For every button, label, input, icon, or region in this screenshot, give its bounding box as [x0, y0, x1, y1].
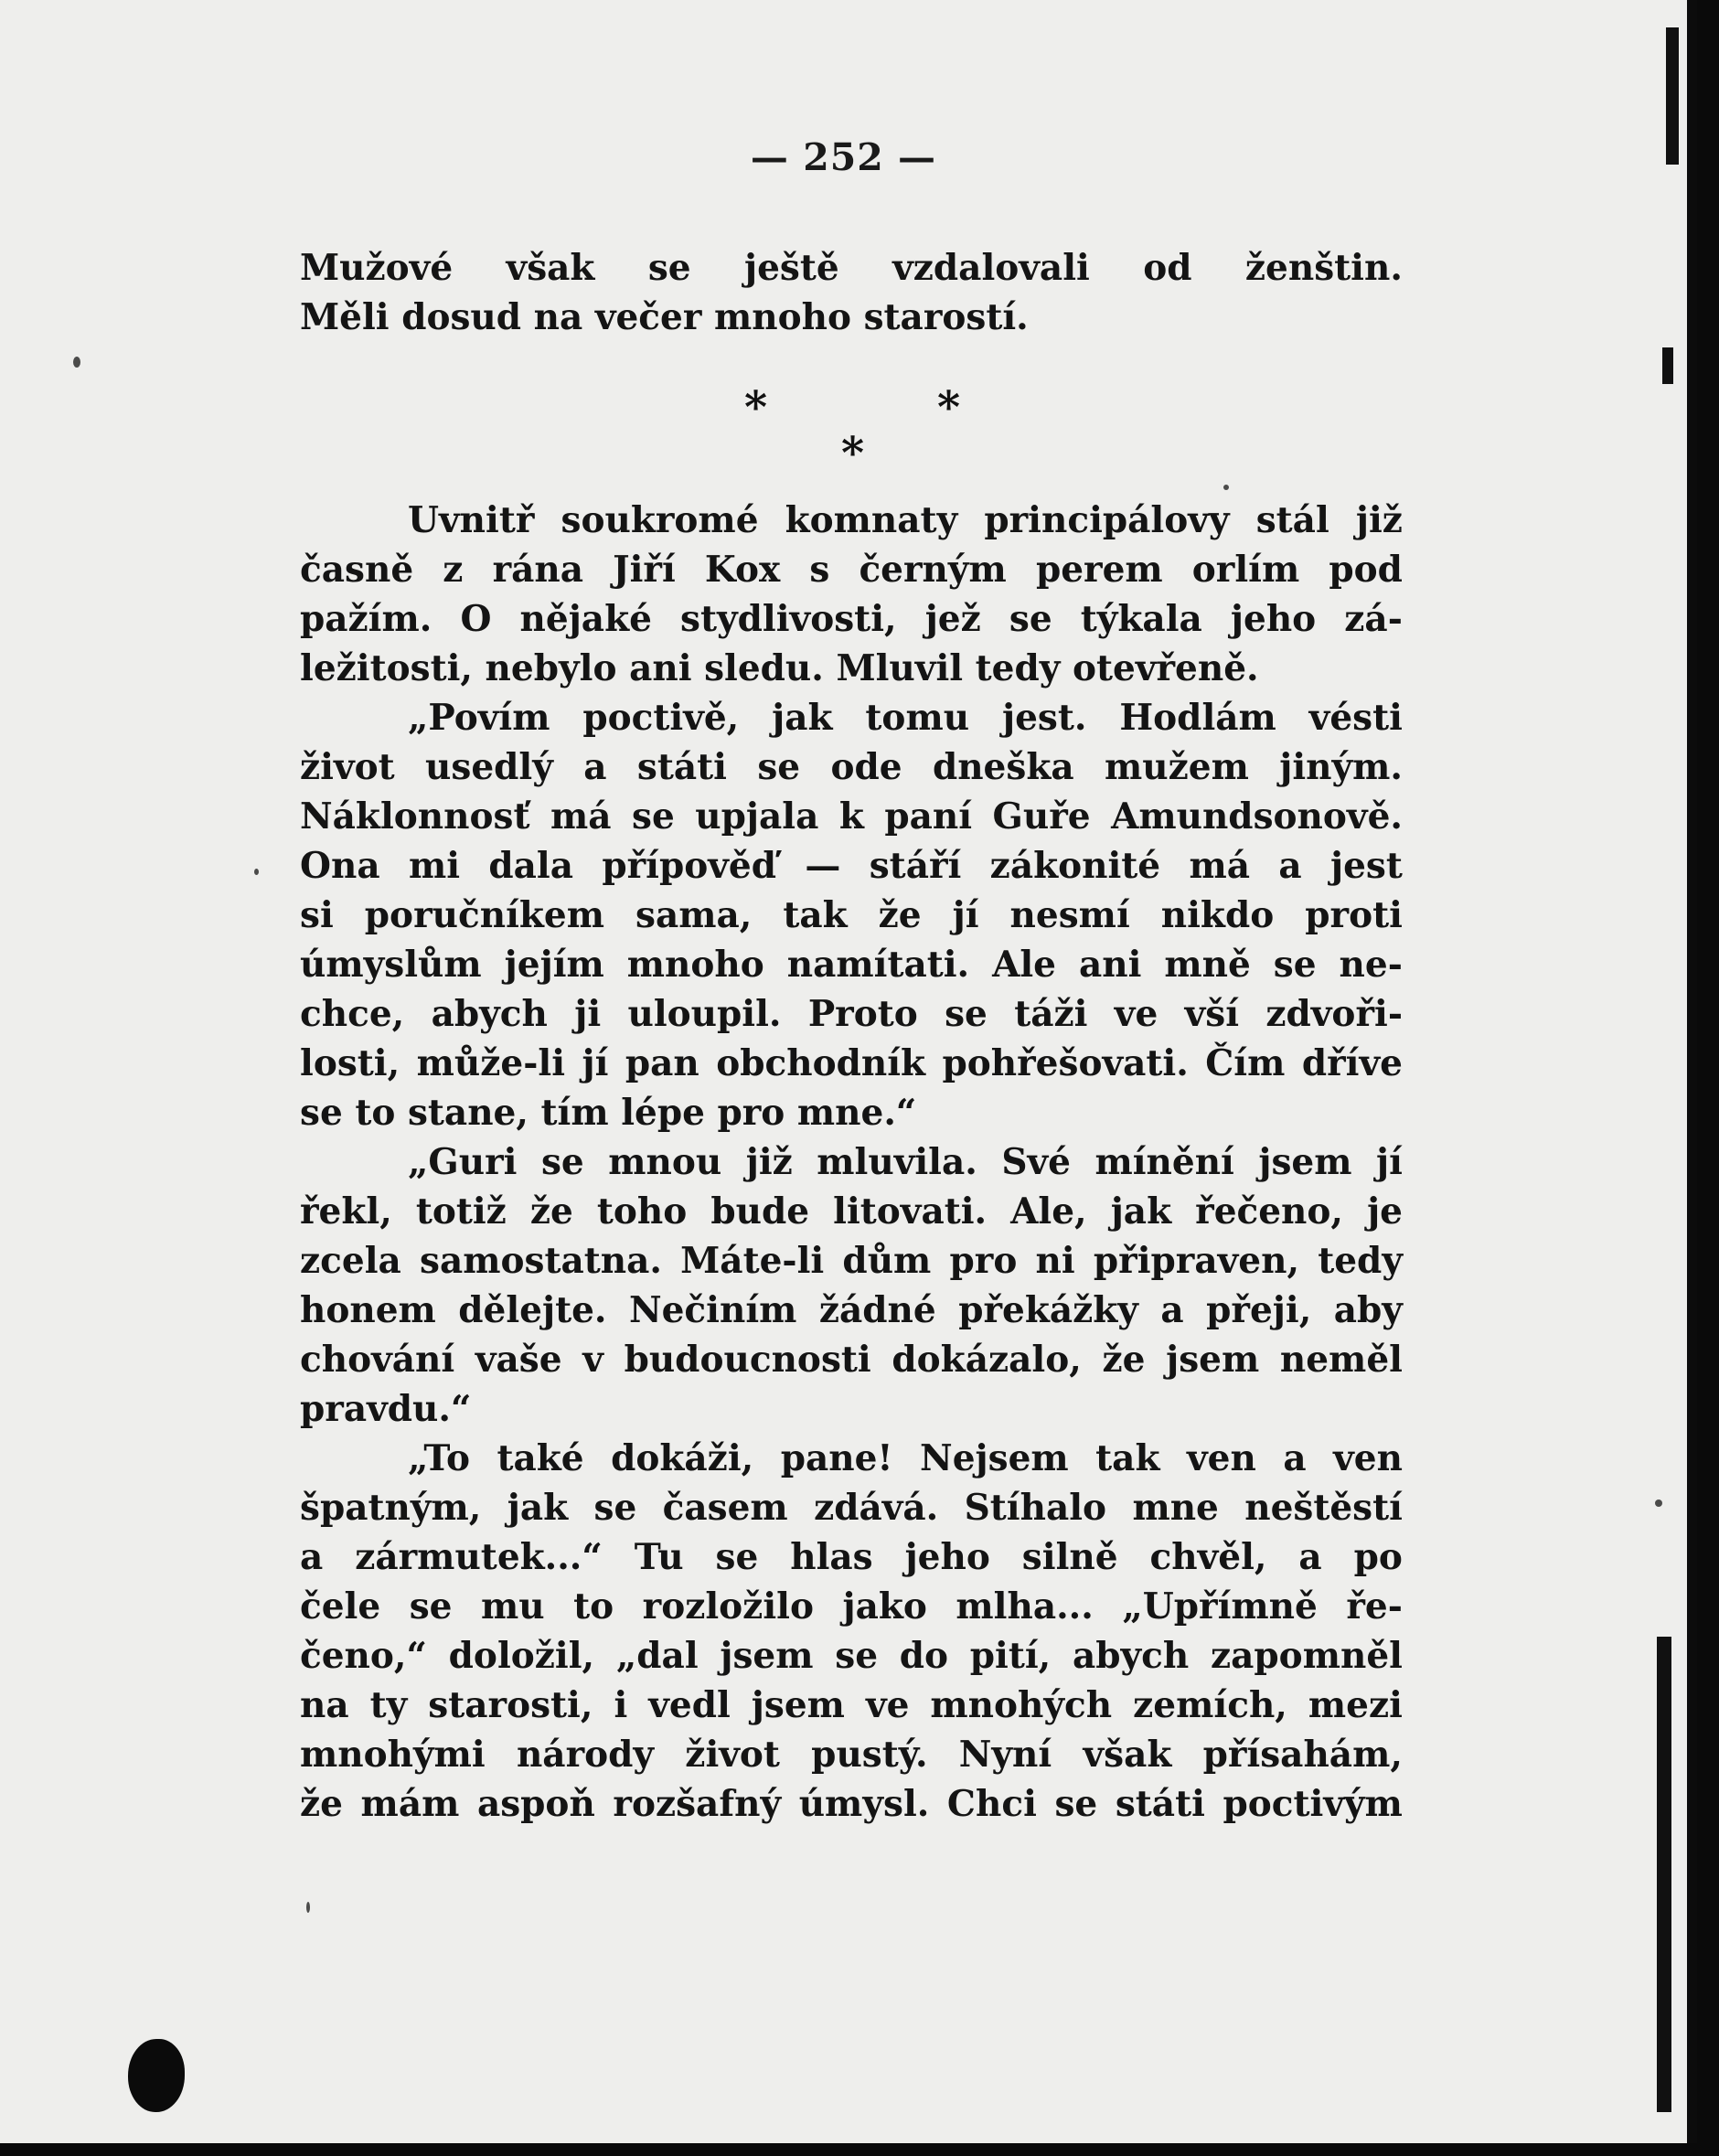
word: mnohými	[300, 1734, 486, 1776]
word: orlím	[1191, 549, 1300, 591]
word: zármutek...“	[355, 1536, 603, 1578]
word: proti	[1305, 894, 1403, 936]
word: Ona	[300, 845, 380, 887]
paragraph-4	[300, 1137, 1403, 1434]
word: tak	[783, 894, 848, 936]
word: však	[1083, 1734, 1172, 1776]
word: připraven,	[1093, 1240, 1300, 1282]
text-line	[300, 1779, 1403, 1829]
text-line	[300, 1335, 1403, 1384]
word: stál	[1255, 499, 1329, 541]
word: mnoho	[626, 944, 764, 986]
page-edge	[1697, 0, 1719, 2156]
word: a	[1283, 1437, 1307, 1479]
word: rána	[492, 549, 584, 591]
word: budoucnosti	[624, 1339, 871, 1381]
word: mi	[408, 845, 461, 887]
word: že	[529, 1190, 573, 1233]
word: se	[715, 1536, 759, 1578]
text-line	[300, 841, 1403, 891]
binding-mark	[1662, 347, 1673, 384]
word: státi	[1115, 1783, 1205, 1825]
word: jeho	[1230, 598, 1317, 640]
word: národy	[516, 1734, 655, 1776]
text-line	[300, 1532, 1403, 1582]
word: tomu	[865, 697, 970, 739]
word: mám	[360, 1783, 460, 1825]
word: soukromé	[561, 499, 759, 541]
word: dokázalo,	[892, 1339, 1082, 1381]
word: úmysl.	[798, 1783, 930, 1825]
word: abych	[1072, 1635, 1190, 1677]
word: přípověď	[602, 845, 777, 887]
word: jí	[582, 1042, 609, 1084]
word: Chci	[946, 1783, 1037, 1825]
word: v	[582, 1339, 603, 1381]
word: stydlivosti,	[680, 598, 897, 640]
word: O	[460, 598, 492, 640]
word: se	[647, 247, 691, 289]
word: špatným,	[300, 1487, 482, 1529]
word: zdvoři-	[1265, 993, 1403, 1035]
word: poctivě,	[582, 697, 740, 739]
word: perem	[1035, 549, 1163, 591]
word: to	[573, 1585, 614, 1628]
word: řekl,	[300, 1190, 392, 1233]
word: dneška	[932, 746, 1074, 788]
text-line: pravdu.“	[300, 1388, 472, 1430]
word: jiným.	[1279, 746, 1403, 788]
scan-speck	[306, 1902, 310, 1913]
text-line	[300, 1236, 1403, 1286]
word: Proto	[807, 993, 918, 1035]
word: nesmí	[1009, 894, 1130, 936]
word: si	[300, 894, 334, 936]
word: jsem	[1166, 1339, 1260, 1381]
section-separator	[300, 349, 1403, 486]
word: „To	[408, 1437, 470, 1479]
word: od	[1143, 247, 1192, 289]
word: jejím	[504, 944, 604, 986]
word: že	[300, 1783, 343, 1825]
word: „Guri	[408, 1141, 518, 1183]
word: Náklonnosť	[300, 795, 530, 838]
word: vší	[1184, 993, 1240, 1035]
word: zcela	[300, 1240, 401, 1282]
word: překážky	[958, 1289, 1138, 1331]
word: pane!	[780, 1437, 893, 1479]
word: Nečiním	[628, 1289, 797, 1331]
word: Mužové	[300, 247, 454, 289]
word: a	[1160, 1289, 1184, 1331]
word: jsem	[1258, 1141, 1352, 1183]
text-line	[300, 1039, 1403, 1088]
word: je	[1367, 1190, 1403, 1233]
word: mnohých	[930, 1684, 1113, 1726]
word: namítati.	[786, 944, 970, 986]
word: ve	[865, 1684, 910, 1726]
word: neměl	[1279, 1339, 1403, 1381]
word: —	[805, 845, 841, 887]
word: pohřešovati.	[942, 1042, 1189, 1084]
word: dělejte.	[458, 1289, 607, 1331]
word: ven	[1186, 1437, 1256, 1479]
word: vaše	[475, 1339, 562, 1381]
word: Nejsem	[920, 1437, 1069, 1479]
word: samostatna.	[419, 1240, 662, 1282]
text-line	[300, 742, 1403, 792]
word: Tu	[634, 1536, 684, 1578]
word: táži	[1014, 993, 1088, 1035]
word: ven	[1333, 1437, 1403, 1479]
word: mluvila.	[817, 1141, 977, 1183]
word: jako	[842, 1585, 927, 1628]
word: starosti,	[428, 1684, 593, 1726]
word: s	[809, 549, 830, 591]
binding-mark	[1657, 1637, 1671, 2112]
word: Amundsonově.	[1111, 795, 1403, 838]
word: již	[1355, 499, 1403, 541]
binding-mark	[1666, 27, 1679, 165]
asterisk: *	[744, 382, 768, 433]
text-line	[300, 989, 1403, 1039]
scan-speck	[73, 357, 80, 368]
word: zdává.	[814, 1487, 939, 1529]
word: litovati.	[833, 1190, 988, 1233]
scan-speck	[254, 869, 259, 875]
word: ve	[1114, 993, 1158, 1035]
word: jak	[1110, 1190, 1172, 1233]
word: má	[550, 795, 612, 838]
word: zemích,	[1133, 1684, 1287, 1726]
word: honem	[300, 1289, 436, 1331]
word: aby	[1333, 1289, 1403, 1331]
text-line: Měli dosud na večer mnoho starostí.	[300, 296, 1029, 338]
ink-blot	[128, 2039, 185, 2112]
word: pustý.	[811, 1734, 928, 1776]
text-line: ležitosti, nebylo ani sledu. Mluvil tedy otevřeně.	[300, 647, 1259, 689]
text-line	[300, 243, 1403, 293]
word: sama,	[635, 894, 753, 936]
word: však	[506, 247, 595, 289]
text-line	[300, 1631, 1403, 1681]
word: paní	[884, 795, 973, 838]
page-edge	[0, 2143, 1719, 2156]
word: chvěl,	[1149, 1536, 1267, 1578]
paragraph-2	[300, 496, 1403, 693]
word: zá-	[1344, 598, 1403, 640]
word: jsem	[751, 1684, 845, 1726]
word: dokáži,	[611, 1437, 754, 1479]
word: zapomněl	[1211, 1635, 1403, 1677]
page-number: — 252 —	[750, 135, 937, 179]
word: principálovy	[984, 499, 1230, 541]
word: mně	[1164, 944, 1251, 986]
word: může-li	[416, 1042, 566, 1084]
word: státi	[636, 746, 727, 788]
word: pro	[949, 1240, 1018, 1282]
word: pod	[1329, 549, 1403, 591]
word: jsem	[720, 1635, 814, 1677]
word: řečeno,	[1195, 1190, 1344, 1233]
word: se	[945, 993, 988, 1035]
word: losti,	[300, 1042, 400, 1084]
word: bude	[710, 1190, 810, 1233]
word: a	[583, 746, 607, 788]
word: aspoň	[476, 1783, 595, 1825]
word: do	[899, 1635, 949, 1677]
word: neštěstí	[1244, 1487, 1403, 1529]
scan-speck	[1223, 485, 1229, 490]
word: silně	[1021, 1536, 1118, 1578]
word: Čím	[1205, 1042, 1286, 1084]
word: se	[1009, 598, 1052, 640]
text-line	[300, 940, 1403, 989]
text-line	[300, 1286, 1403, 1335]
word: jak	[772, 697, 833, 739]
word: i	[614, 1684, 628, 1726]
word: stáří	[869, 845, 962, 887]
word: a	[300, 1536, 324, 1578]
word: ji	[574, 993, 602, 1035]
word: a	[1298, 1536, 1322, 1578]
word: poručníkem	[364, 894, 604, 936]
page-text	[300, 243, 1403, 1829]
word: pití,	[969, 1635, 1052, 1677]
text-line	[300, 1187, 1403, 1236]
word: komnaty	[785, 499, 958, 541]
word: totiž	[415, 1190, 507, 1233]
word: z	[443, 549, 464, 591]
word: časně	[300, 549, 414, 591]
word: toho	[596, 1190, 688, 1233]
word: že	[878, 894, 922, 936]
word: mnou	[608, 1141, 722, 1183]
word: se	[540, 1141, 584, 1183]
word: nikdo	[1160, 894, 1275, 936]
text-line	[300, 693, 1403, 742]
word: zákonité	[989, 845, 1161, 887]
word: rozložilo	[642, 1585, 814, 1628]
word: Guře	[992, 795, 1091, 838]
word: ještě	[744, 247, 839, 289]
word: týkala	[1080, 598, 1202, 640]
word: vzdalovali	[892, 247, 1090, 289]
text-line: se to stane, tím lépe pro mne.“	[300, 1092, 917, 1134]
word: vedl	[648, 1684, 731, 1726]
word: život	[685, 1734, 780, 1776]
word: dům	[842, 1240, 932, 1282]
word: jak	[507, 1487, 569, 1529]
word: uloupil.	[627, 993, 782, 1035]
paragraph-1	[300, 243, 1403, 342]
word: ty	[369, 1684, 408, 1726]
asterisk: *	[937, 382, 961, 433]
word: mu	[480, 1585, 545, 1628]
word: jež	[924, 598, 981, 640]
word: mínění	[1094, 1141, 1234, 1183]
text-line	[300, 792, 1403, 841]
word: pan	[625, 1042, 699, 1084]
word: Kox	[704, 549, 781, 591]
word: Ale,	[1010, 1190, 1087, 1233]
word: jeho	[904, 1536, 990, 1578]
word: čeno,“	[300, 1635, 427, 1677]
word: časem	[662, 1487, 788, 1529]
word: jest.	[1001, 697, 1087, 739]
word: Ale	[992, 944, 1056, 986]
word: Své	[1001, 1141, 1071, 1183]
word: chce,	[300, 993, 405, 1035]
word: chování	[300, 1339, 455, 1381]
word: jí	[1376, 1141, 1403, 1183]
word: se	[409, 1585, 453, 1628]
word: upjala	[695, 795, 819, 838]
text-line	[300, 496, 1403, 545]
word: ře-	[1346, 1585, 1403, 1628]
word: Nyní	[958, 1734, 1052, 1776]
word: usedlý	[425, 746, 553, 788]
word: po	[1353, 1536, 1403, 1578]
word: a	[1278, 845, 1302, 887]
text-line	[300, 545, 1403, 594]
text-line	[300, 1434, 1403, 1483]
word: „Upřímně	[1122, 1585, 1318, 1628]
word: „Povím	[408, 697, 550, 739]
word: se	[593, 1487, 637, 1529]
word: dala	[488, 845, 574, 887]
word: žádné	[818, 1289, 936, 1331]
word: že	[1102, 1339, 1146, 1381]
word: obchodník	[716, 1042, 926, 1084]
word: se	[757, 746, 801, 788]
word: jí	[952, 894, 979, 936]
word: ni	[1035, 1240, 1075, 1282]
text-line	[300, 891, 1403, 940]
word: nějaké	[519, 598, 652, 640]
word: přísahám,	[1202, 1734, 1403, 1776]
text-line	[300, 1730, 1403, 1779]
word: čele	[300, 1585, 381, 1628]
word: k	[838, 795, 864, 838]
word: abych	[431, 993, 548, 1035]
text-line	[300, 1582, 1403, 1631]
word: již	[745, 1141, 793, 1183]
word: černým	[859, 549, 1007, 591]
word: ode	[830, 746, 902, 788]
word: život	[300, 746, 395, 788]
paragraph-5	[300, 1434, 1403, 1829]
word: Uvnitř	[408, 499, 535, 541]
word: také	[496, 1437, 584, 1479]
word: se	[631, 795, 675, 838]
word: vésti	[1308, 697, 1403, 739]
text-line	[300, 594, 1403, 644]
word: Jiří	[613, 549, 676, 591]
word: Máte-li	[680, 1240, 825, 1282]
word: mužem	[1104, 746, 1249, 788]
word: dříve	[1301, 1042, 1403, 1084]
word: se	[1054, 1783, 1098, 1825]
word: se	[1273, 944, 1317, 986]
word: má	[1189, 845, 1251, 887]
word: se	[835, 1635, 879, 1677]
paragraph-3	[300, 693, 1403, 1137]
text-line	[300, 1137, 1403, 1187]
word: jest	[1329, 845, 1403, 887]
word: poctivým	[1223, 1783, 1403, 1825]
word: přeji,	[1206, 1289, 1312, 1331]
word: ženštin.	[1244, 247, 1403, 289]
word: „dal	[615, 1635, 699, 1677]
word: úmyslům	[300, 944, 482, 986]
word: Stíhalo	[964, 1487, 1107, 1529]
word: mlha...	[956, 1585, 1094, 1628]
word: hlas	[790, 1536, 873, 1578]
word: rozšafný	[613, 1783, 782, 1825]
word: ani	[1078, 944, 1142, 986]
word: mezi	[1308, 1684, 1403, 1726]
scan-speck	[1655, 1500, 1662, 1507]
word: doložil,	[448, 1635, 595, 1677]
text-line	[300, 1681, 1403, 1730]
word: pažím.	[300, 598, 432, 640]
word: na	[300, 1684, 349, 1726]
asterisk: *	[841, 428, 865, 479]
text-line	[300, 1483, 1403, 1532]
word: mne	[1132, 1487, 1219, 1529]
word: tak	[1095, 1437, 1160, 1479]
word: Hodlám	[1119, 697, 1276, 739]
word: tedy	[1318, 1240, 1403, 1282]
word: ne-	[1339, 944, 1403, 986]
